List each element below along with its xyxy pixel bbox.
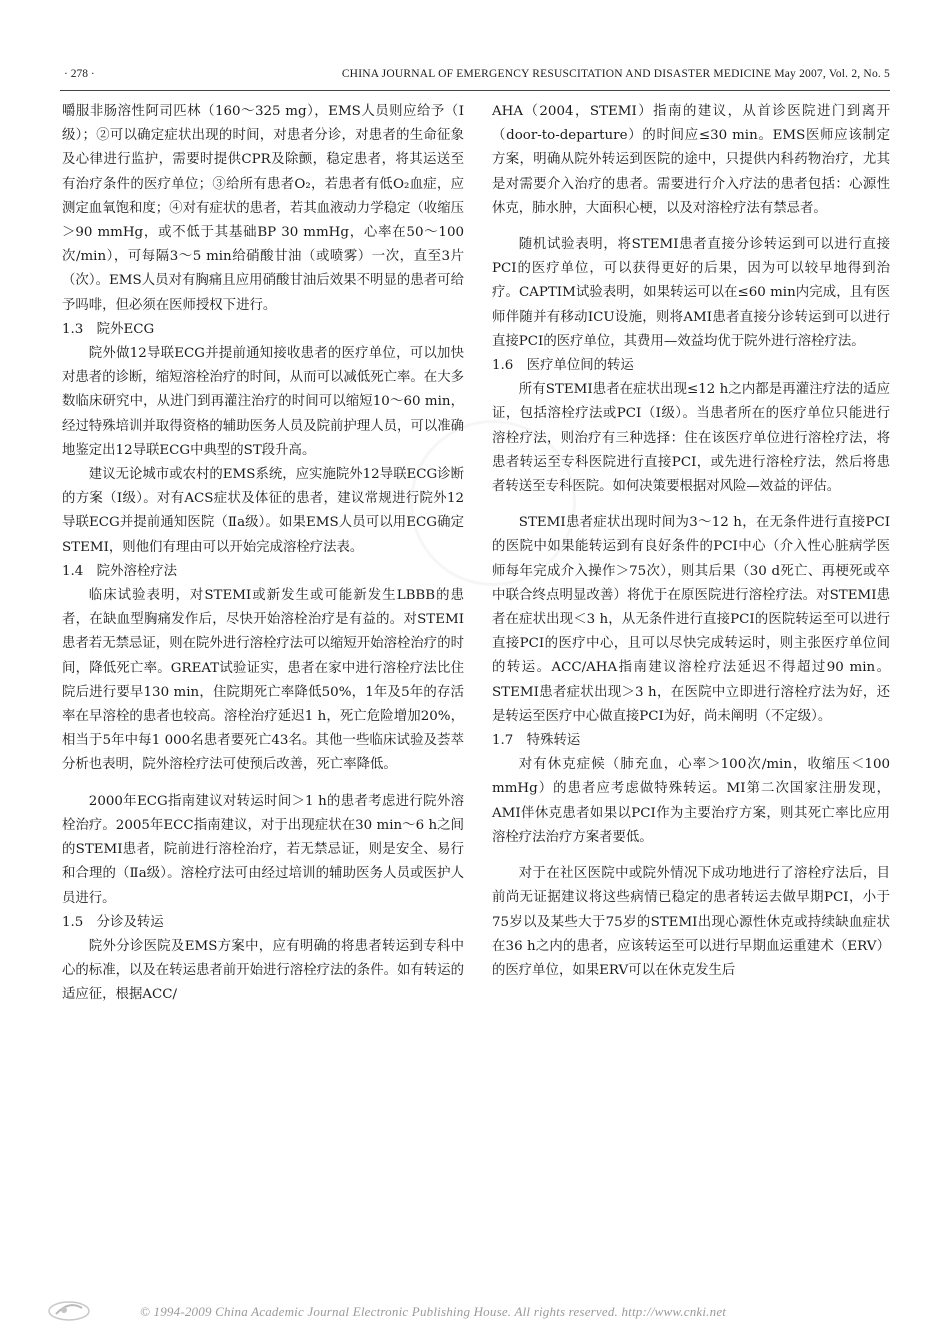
left-column-section-heading: 1.4 院外溶栓疗法 xyxy=(62,563,178,579)
copyright-notice: © 1994-2009 China Academic Journal Electronic Publishing House. All rights reserved. http://www.cnki.net xyxy=(140,1304,727,1319)
right-column-paragraph: STEMI患者症状出现时间为3～12 h，在无条件进行直接PCI的医院中如果能转运到有良好条件的PCI中心（介入性心脏病学医师每年完成介入操作＞75次），则其后果（30 d死亡、再梗死或卒中联合终点明显改善）将优于在原医院进行溶栓疗法。对STEMI患者在症状出现＜3 h，从无条件进行直接PCI的医院转运至可以进行直接PCI的医疗中心，且可以尽快完成转运时，则主张医疗单位间的转运。ACC/AHA指南建议溶栓疗法延迟不得超过90 min。STEMI患者症状出现＞3 h，在医院中立即进行溶栓疗法为好，还是转运至医疗中心做直接PCI为好，尚未阐明（不定级）。 xyxy=(492,515,890,724)
cnki-logo-icon xyxy=(46,1298,92,1324)
left-column-paragraph: 院外做12导联ECG并提前通知接收患者的医疗单位，可以加快对患者的诊断，缩短溶栓治疗的时间，从而可以减低死亡率。在大多数临床研究中，从进门到再灌注治疗的时间可以缩短10～60 min，经过特殊培训并取得资格的辅助医务人员及院前护理人员，可以准确地鉴定出12导联ECG中典型的ST段升高。 xyxy=(62,346,464,458)
right-column-section-heading: 1.7 特殊转运 xyxy=(492,733,581,749)
left-column-section-heading: 1.3 院外ECG xyxy=(62,321,155,337)
left-column-paragraph: 建议无论城市或农村的EMS系统，应实施院外12导联ECG诊断的方案（I级）。对有ACS症状及体征的患者，建议常规进行院外12导联ECG并提前通知医院（Ⅱa级）。如果EMS人员可以用ECG确定STEMI，则他们有理由可以开始完成溶栓疗法表。 xyxy=(62,467,464,555)
right-column xyxy=(492,100,890,983)
journal-title: CHINA JOURNAL OF EMERGENCY RESUSCITATION AND DISASTER MEDICINE May 2007, Vol. 2, No. 5 xyxy=(341,68,890,80)
left-column xyxy=(62,100,464,1008)
right-column-section-heading: 1.6 医疗单位间的转运 xyxy=(492,358,634,374)
page-number: · 278 · xyxy=(64,68,95,80)
right-column-paragraph: 随机试验表明，将STEMI患者直接分诊转运到可以进行直接PCI的医疗单位，可以获得更好的后果，因为可以较早地得到治疗。CAPTIM试验表明，如果转运可以在≤60 min内完成，且有医师伴随并有移动ICU设施，则将AMI患者直接分诊转运到可以进行直接PCI的医疗单位，其费用—效益均优于院外进行溶栓疗法。 xyxy=(492,237,890,349)
right-column-paragraph: 对于在社区医院中或院外情况下成功地进行了溶栓疗法后，目前尚无证据建议将这些病情已稳定的患者转运去做早期PCI，小于75岁以及某些大于75岁的STEMI出现心源性休克或持续缺血症状在36 h之内的患者，应该转运至可以进行早期血运重建术（ERV）的医疗单位，如果ERV可以在休克发生后 xyxy=(492,866,890,978)
left-column-paragraph: 临床试验表明，对STEMI或新发生或可能新发生LBBB的患者，在缺血型胸痛发作后，尽快开始溶栓治疗是有益的。对STEMI患者若无禁忌证，则在院外进行溶栓疗法可以缩短开始溶栓治疗的时间，降低死亡率。GREAT试验证实，患者在家中进行溶栓疗法比住院后进行要早130 min，住院期死亡率降低50%，1年及5年的存活率在早溶栓的患者也较高。溶栓治疗延迟1 h，死亡危险增加20%，相当于5年中每1 000名患者要死亡43名。其他一些临床试验及荟萃分析也表明，院外溶栓疗法可使预后改善，死亡率降低。 xyxy=(62,588,464,773)
right-column-paragraph: 所有STEMI患者在症状出现≤12 h之内都是再灌注疗法的适应证，包括溶栓疗法或PCI（I级）。当患者所在的医疗单位只能进行溶栓疗法，则治疗有三种选择：住在该医疗单位进行溶栓疗法，将患者转运至专科医院进行直接PCI，或先进行溶栓疗法，然后将患者转送至专科医院。如何决策要根据对风险—效益的评估。 xyxy=(492,382,890,495)
left-column-paragraph: 嚼服非肠溶性阿司匹林（160～325 mg），EMS人员则应给予（I级）；②可以确定症状出现的时间，对患者分诊，对患者的生命征象及心律进行监护，需要时提供CPR及除颤，稳定患者，将其运送至有治疗条件的医疗单位；③给所有患者O₂，若患者有低O₂血症，应测定血氧饱和度；④对有症状的患者，若其血液动力学稳定（收缩压＞90 mmHg，或不低于其基础BP 30 mmHg，心率在50～100次/min），可每隔3～5 min给硝酸甘油（或喷雾）一次，直至3片（次）。EMS人员对有胸痛且应用硝酸甘油后效果不明显的患者可给予吗啡，但必须在医师授权下进行。 xyxy=(62,104,464,313)
page-footer xyxy=(40,1296,910,1332)
left-column-section-heading: 1.5 分诊及转运 xyxy=(62,914,164,930)
right-column-paragraph: AHA（2004，STEMI）指南的建议，从首诊医院进门到离开（door-to-departure）的时间应≤30 min。EMS医师应该制定方案，明确从院外转运到医院的途中，只提供内科药物治疗，尤其是对需要介入治疗的患者。需要进行介入疗法的患者包括：心源性休克，肺水肿，大面积心梗，以及对溶栓疗法有禁忌者。 xyxy=(492,104,890,216)
left-column-paragraph: 院外分诊医院及EMS方案中，应有明确的将患者转运到专科中心的标准，以及在转运患者前开始进行溶栓疗法的条件。如有转运的适应征，根据ACC/ xyxy=(62,938,464,1003)
left-column-paragraph: 2000年ECG指南建议对转运时间＞1 h的患者考虑进行院外溶栓治疗。2005年ECC指南建议，对于出现症状在30 min～6 h之间的STEMI患者，院前进行溶栓治疗，若无禁忌证，则是安全、易行和合理的（Ⅱa级）。溶栓疗法可由经过培训的辅助医务人员或医护人员进行。 xyxy=(62,793,464,906)
running-header xyxy=(60,62,890,91)
right-column-paragraph: 对有休克症候（肺充血，心率＞100次/min，收缩压＜100 mmHg）的患者应考虑做特殊转运。MI第二次国家注册发现，AMI伴休克患者如果以PCI作为主要治疗方案，则其死亡率比应用溶栓疗法治疗方案者要低。 xyxy=(492,757,890,845)
